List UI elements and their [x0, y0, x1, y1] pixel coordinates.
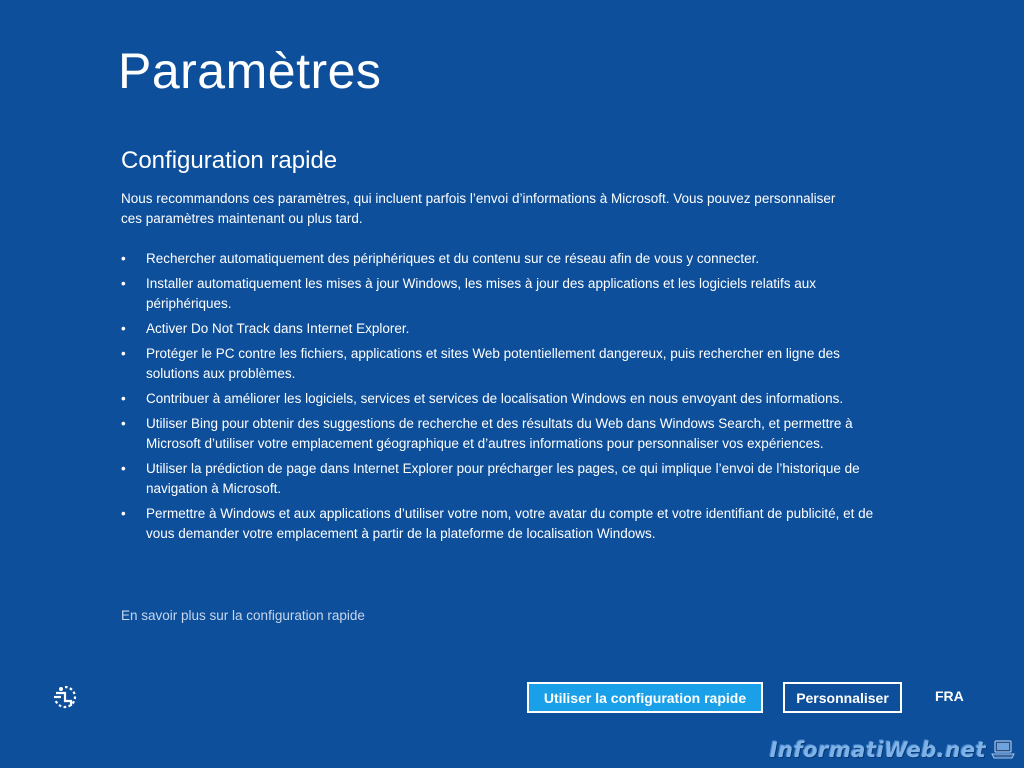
bullet-glyph: • — [121, 416, 126, 431]
watermark-text: InformatiWeb.net — [769, 738, 986, 762]
list-item-text: Installer automatiquement les mises à jour Windows, les mises à jour des applications et les logiciels relatifs aux périphériques. — [146, 276, 817, 311]
bullet-glyph: • — [121, 251, 126, 266]
settings-list — [121, 249, 891, 549]
express-settings-button[interactable]: Utiliser la configuration rapide — [527, 682, 763, 713]
customize-button[interactable]: Personnaliser — [783, 682, 902, 713]
list-item — [121, 319, 891, 339]
list-item-text: Protéger le PC contre les fichiers, applications et sites Web potentiellement dangereux, puis rechercher en ligne des solutions aux problèmes. — [146, 346, 840, 381]
list-item-text: Contribuer à améliorer les logiciels, services et services de localisation Windows en nous envoyant des informations. — [146, 391, 844, 406]
section-title: Configuration rapide — [121, 147, 338, 174]
watermark — [770, 738, 1016, 762]
intro-text: Nous recommandons ces paramètres, qui incluent parfois l’envoi d’informations à Microsoft. Vous pouvez personnaliser ces paramètres maintenant ou plus tard. — [121, 191, 836, 226]
list-item-text: Permettre à Windows et aux applications d’utiliser votre nom, votre avatar du compte et votre identifiant de publicité, et de vous demander votre emplacement à partir de la plateforme de localisation Windows. — [146, 506, 874, 541]
list-item-text: Utiliser Bing pour obtenir des suggestions de recherche et des résultats du Web dans Windows Search, et permettre à Microsoft d’utiliser votre emplacement géographique et d’autres informations pour personnaliser vos expériences. — [146, 416, 853, 451]
bullet-glyph: • — [121, 321, 126, 336]
bullet-glyph: • — [121, 391, 126, 406]
list-item — [121, 459, 891, 499]
list-item-text: Rechercher automatiquement des périphériques et du contenu sur ce réseau afin de vous y connecter. — [146, 251, 760, 266]
bullet-glyph: • — [121, 461, 126, 476]
ease-of-access-icon[interactable] — [52, 684, 78, 710]
list-item — [121, 344, 891, 384]
list-item-text: Activer Do Not Track dans Internet Explorer. — [146, 321, 410, 336]
laptop-icon — [990, 739, 1016, 761]
list-item — [121, 249, 891, 269]
list-item — [121, 414, 891, 454]
bullet-glyph: • — [121, 276, 126, 291]
bullet-glyph: • — [121, 506, 126, 521]
bullet-glyph: • — [121, 346, 126, 361]
language-indicator[interactable]: FRA — [935, 688, 964, 704]
list-item — [121, 274, 891, 314]
page-title: Paramètres — [118, 43, 382, 99]
learn-more-link[interactable]: En savoir plus sur la configuration rapide — [121, 608, 365, 623]
list-item-text: Utiliser la prédiction de page dans Internet Explorer pour précharger les pages, ce qui implique l’envoi de l’historique de navigation à Microsoft. — [146, 461, 860, 496]
list-item — [121, 504, 891, 544]
list-item — [121, 389, 891, 409]
